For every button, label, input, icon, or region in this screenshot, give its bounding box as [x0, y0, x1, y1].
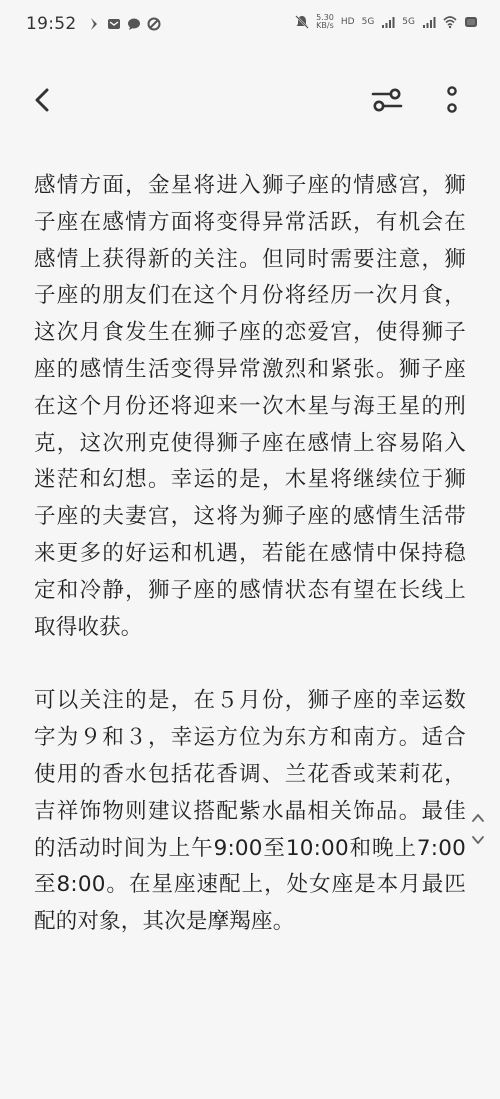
- more-options-button[interactable]: [440, 84, 464, 116]
- chevron-left-icon: [28, 84, 58, 116]
- mute-icon: [295, 15, 309, 29]
- sliders-icon: [370, 84, 404, 116]
- signal-icon: [422, 15, 436, 29]
- status-right: [295, 14, 478, 30]
- sync-icon: [147, 17, 161, 31]
- adjust-settings-button[interactable]: [370, 84, 404, 116]
- status-left: [26, 14, 161, 34]
- back-button[interactable]: [28, 84, 58, 116]
- speed-value: 5.30: [316, 13, 334, 22]
- battery-icon: [464, 15, 478, 29]
- status-bar: [0, 0, 500, 52]
- article-body: [34, 168, 466, 941]
- chevron-down-icon[interactable]: [468, 830, 488, 850]
- speed-unit: KB/s: [316, 21, 334, 30]
- paragraph-love: 感情方面，金星将进入狮子座的情感宫，狮子座在感情方面将变得异常活跃，有机会在感情上获得新的关注。但同时需要注意，狮子座的朋友们在这个月份将经历一次月食，这次月食发生在狮子座的恋爱宫，使得狮子座的感情生活变得异常激烈和紧张。狮子座在这个月份还将迎来一次木星与海王星的刑克，这次刑克使得狮子座在感情上容易陷入迷茫和幻想。幸运的是，木星将继续位于狮子座的夫妻宫，这将为狮子座的感情生活带来更多的好运和机遇，若能在感情中保持稳定和冷静，狮子座的感情状态有望在长线上取得收获。: [34, 173, 466, 640]
- notification-icons: [87, 17, 161, 31]
- mail-icon: [107, 17, 121, 31]
- app-notification-icon: [87, 17, 101, 31]
- toolbar: [0, 70, 500, 130]
- scroll-control[interactable]: [468, 808, 488, 852]
- more-vertical-icon: [440, 84, 464, 116]
- hd-badge: HD: [340, 17, 355, 27]
- paragraph-lucky: 可以关注的是，在５月份，狮子座的幸运数字为９和３，幸运方位为东方和南方。适合使用的香水包括花香调、兰花香或茉莉花，吉祥饰物则建议搭配紫水晶相关饰品。最佳的活动时间为上午9:00至10:00和晚上7:00至8:00。在星座速配上，处女座是本月最匹配的对象，其次是摩羯座。: [34, 688, 466, 935]
- chevron-up-icon[interactable]: [468, 808, 488, 828]
- status-time: 19:52: [26, 14, 77, 34]
- network-speed: [316, 14, 334, 30]
- chat-icon: [127, 17, 141, 31]
- wifi-icon: [443, 15, 457, 29]
- sim2-network-label: 5G: [402, 17, 415, 27]
- sim1-network-label: 5G: [361, 17, 375, 27]
- signal-icon: [381, 15, 395, 29]
